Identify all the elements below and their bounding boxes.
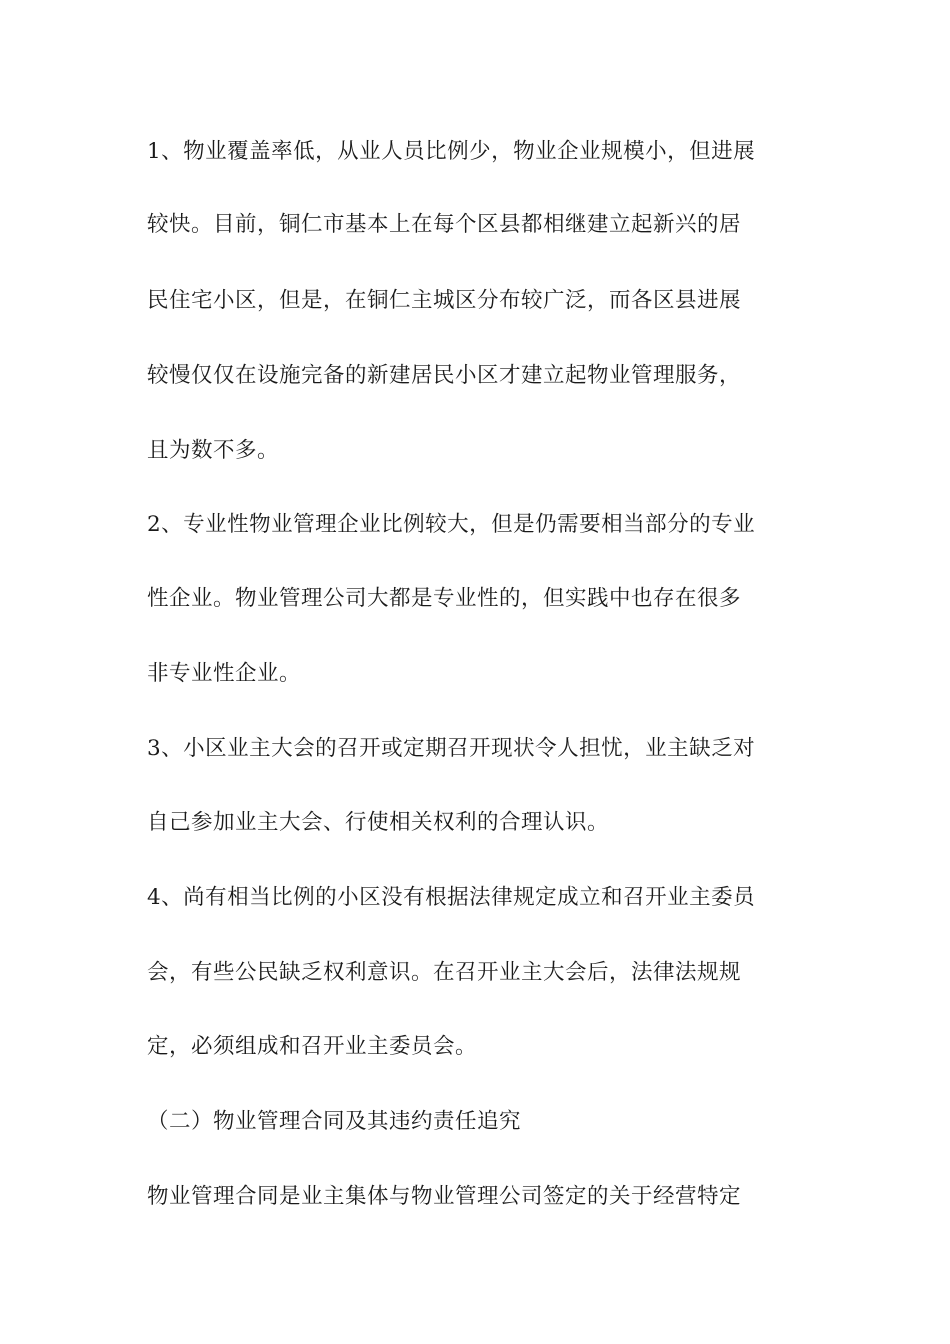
text-line: 物业管理合同是业主集体与物业管理公司签定的关于经营特定 [147, 1184, 742, 1209]
text-line: 较快。目前，铜仁市基本上在每个区县都相继建立起新兴的居 [147, 212, 742, 237]
text-line: 1、物业覆盖率低，从业人员比例少，物业企业规模小，但进展 [147, 139, 756, 164]
text-line: 定，必须组成和召开业主委员会。 [147, 1034, 478, 1059]
text-line: 较慢仅仅在设施完备的新建居民小区才建立起物业管理服务， [147, 363, 742, 388]
text-line: 性企业。物业管理公司大都是专业性的，但实践中也存在很多 [147, 586, 742, 611]
text-line: 4、尚有相当比例的小区没有根据法律规定成立和召开业主委员 [147, 885, 756, 910]
text-line: 非专业性企业。 [147, 661, 302, 686]
text-line: 会，有些公民缺乏权利意识。在召开业主大会后，法律法规规 [147, 960, 742, 985]
text-line: 民住宅小区，但是，在铜仁主城区分布较广泛，而各区县进展 [147, 288, 742, 313]
text-line: 2、专业性物业管理企业比例较大，但是仍需要相当部分的专业 [147, 512, 756, 537]
text-line: 且为数不多。 [147, 438, 280, 463]
text-line: 3、小区业主大会的召开或定期召开现状令人担忧，业主缺乏对 [147, 736, 756, 761]
section-heading: （二）物业管理合同及其违约责任追究 [147, 1109, 522, 1134]
text-line: 自己参加业主大会、行使相关权利的合理认识。 [147, 810, 610, 835]
